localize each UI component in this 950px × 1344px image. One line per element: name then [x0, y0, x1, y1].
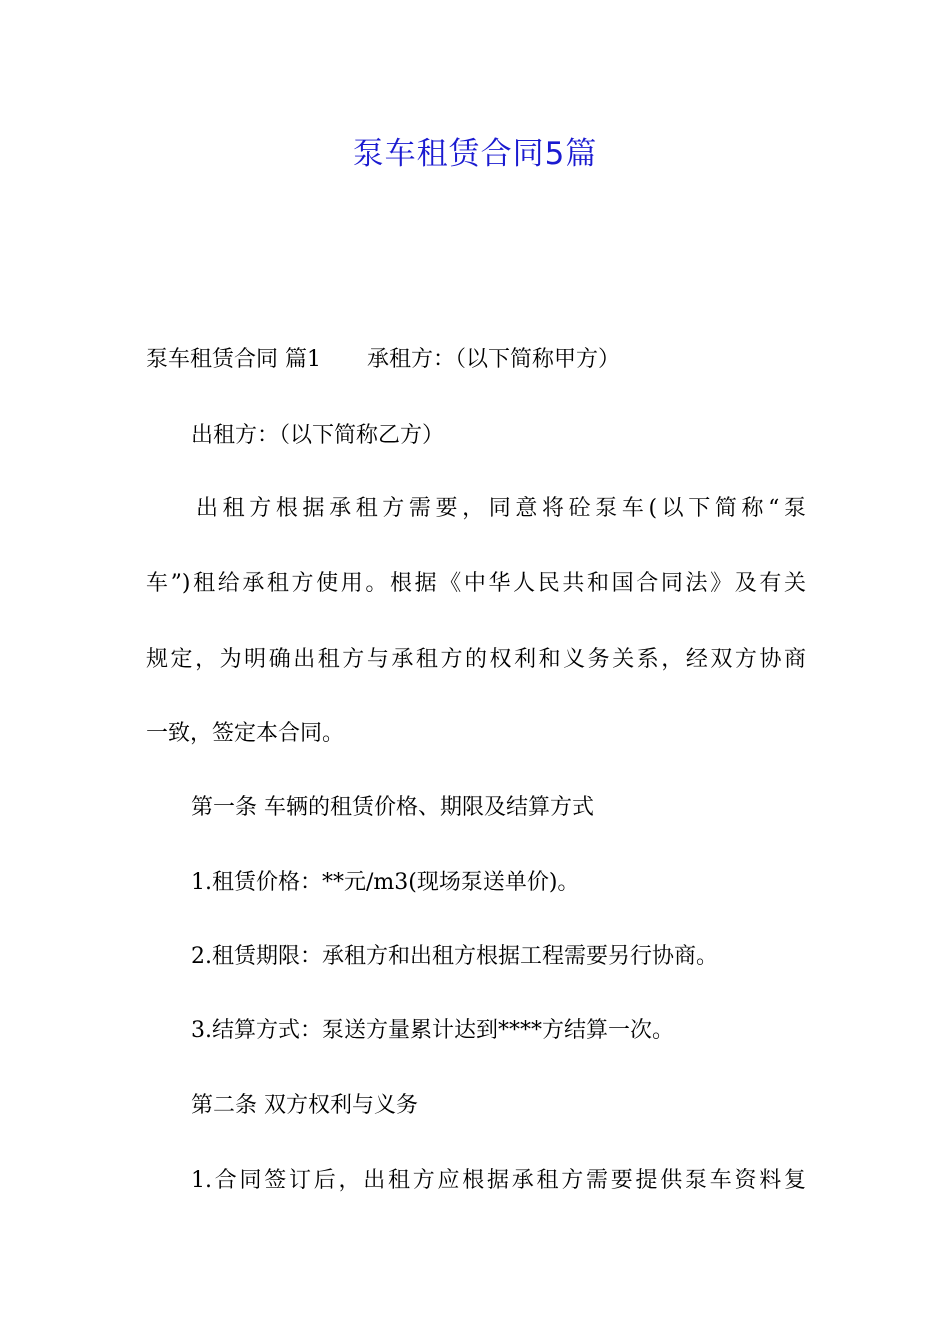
- article-2-item-1: 1.合同签订后，出租方应根据承租方需要提供泵车资料复: [191, 1168, 806, 1193]
- paragraph-line-2: 车”)租给承租方使用。根据《中华人民共和国合同法》及有关: [146, 571, 806, 596]
- article-1-item-2: 2.租赁期限：承租方和出租方根据工程需要另行协商。: [191, 944, 718, 969]
- document-title: 泵车租赁合同5篇: [352, 136, 598, 172]
- first-heading-line: [146, 345, 806, 375]
- article-1-heading: 第一条 车辆的租赁价格、期限及结算方式: [191, 795, 594, 820]
- article-1-item-3: 3.结算方式：泵送方量累计达到****方结算一次。: [191, 1018, 674, 1043]
- contract-section-heading: 泵车租赁合同 篇1: [146, 347, 321, 372]
- article-1-item-1: 1.租赁价格：**元/m3(现场泵送单价)。: [191, 870, 580, 895]
- lessor-line: 出租方：（以下简称乙方）: [191, 423, 445, 448]
- paragraph-line-3: 规定，为明确出租方与承租方的权利和义务关系，经双方协商: [146, 647, 806, 672]
- paragraph-line-1: 出租方根据承租方需要，同意将砼泵车(以下简称“泵: [196, 496, 806, 521]
- article-2-heading: 第二条 双方权利与义务: [191, 1093, 418, 1118]
- lessee-line: 承租方：（以下简称甲方）: [367, 347, 621, 372]
- paragraph-line-4: 一致，签定本合同。: [146, 721, 345, 746]
